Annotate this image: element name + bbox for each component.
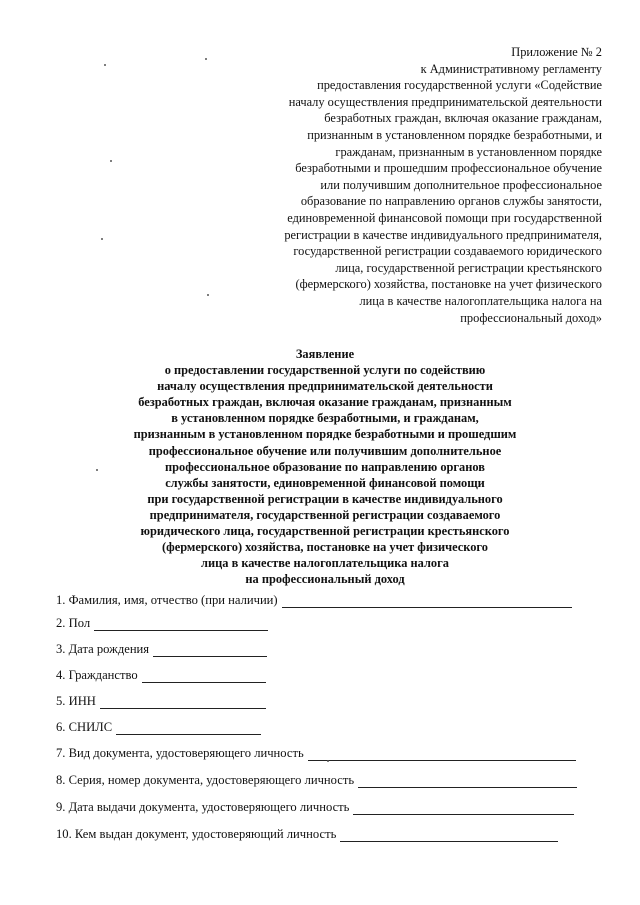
scan-speck [110, 160, 112, 162]
field-birth-date [56, 639, 267, 657]
field-label: 7. Вид документа, удостоверяющего личность [56, 746, 304, 760]
appendix-line: Приложение № 2 [511, 45, 602, 59]
scan-speck [101, 238, 103, 240]
field-label: 1. Фамилия, имя, отчество (при наличии) [56, 593, 278, 607]
application-title-line: началу осуществления предпринимательской деятельности [157, 379, 493, 394]
snils-blank[interactable] [116, 722, 261, 735]
appendix-header [242, 44, 602, 326]
citizenship-blank[interactable] [142, 670, 266, 683]
scan-speck [207, 294, 209, 296]
field-id-document-issue-date [56, 797, 574, 815]
id-document-issuer-blank[interactable] [340, 829, 558, 842]
field-label: 8. Серия, номер документа, удостоверяющего личность [56, 773, 355, 787]
field-label: 2. Пол [56, 616, 91, 630]
field-inn [56, 691, 266, 709]
field-id-document-type [56, 743, 576, 761]
application-title-line: о предоставлении государственной услуги по содействию [164, 363, 486, 378]
sex-blank[interactable] [94, 618, 268, 631]
field-citizenship [56, 665, 266, 683]
field-label: 6. СНИЛС [56, 720, 113, 734]
field-id-document-issuer [56, 824, 558, 842]
application-title-line: безработных граждан, включая оказание гражданам, признанным [138, 395, 512, 410]
field-sex [56, 613, 268, 631]
scan-speck [205, 58, 207, 60]
application-title-line: в установленном порядке безработными, и гражданам, [171, 411, 479, 426]
field-label: 5. ИНН [56, 694, 96, 708]
application-title-line: юридического лица, государственной регистрации крестьянского [140, 524, 510, 539]
application-title-line: на профессиональный доход [245, 572, 405, 587]
appendix-line: лица, государственной регистрации крестьянского [335, 260, 602, 275]
application-title-line: профессиональное образование по направлению органов [165, 459, 485, 474]
appendix-line: безработных граждан, включая оказание гражданам, [324, 111, 602, 126]
appendix-line: лица в качестве налогоплательщика налога на [359, 293, 602, 308]
application-title-line: признанным в установленном порядке безработными и прошедшим [133, 427, 517, 442]
inn-blank[interactable] [100, 696, 266, 709]
appendix-line: гражданам, признанным в установленном порядке [335, 144, 602, 159]
field-snils [56, 717, 261, 735]
field-full-name [56, 590, 572, 608]
application-title-line: лица в качестве налогоплательщика налога [201, 556, 449, 571]
application-title-line: (фермерского) хозяйства, постановке на учет физического [162, 540, 488, 555]
appendix-line: признанным в установленном порядке безработными, и [307, 127, 602, 142]
appendix-line: к Административному регламенту [420, 61, 602, 76]
field-label: 4. Гражданство [56, 668, 138, 682]
appendix-line: или получившим дополнительное профессиональное [320, 177, 602, 192]
appendix-line: началу осуществления предпринимательской деятельности [288, 94, 602, 109]
appendix-line: профессиональный доход» [460, 310, 602, 325]
appendix-line: регистрации в качестве индивидуального предпринимателя, [284, 227, 602, 242]
application-title-heading: Заявление [295, 347, 355, 361]
field-label: 9. Дата выдачи документа, удостоверяющего личность [56, 800, 350, 814]
id-document-number-blank[interactable] [358, 775, 577, 788]
application-title-line: профессиональное обучение или получившим дополнительное [148, 443, 502, 458]
field-label: 3. Дата рождения [56, 642, 150, 656]
application-title [80, 346, 570, 587]
application-title-line: службы занятости, единовременной финансовой помощи [165, 475, 485, 490]
id-document-type-blank[interactable] [308, 748, 576, 761]
application-title-line: при государственной регистрации в качестве индивидуального [147, 491, 503, 506]
appendix-line: предоставления государственной услуги «Содействие [317, 78, 602, 93]
field-id-document-number [56, 770, 577, 788]
appendix-line: безработными и прошедшим профессиональное обучение [295, 161, 602, 176]
appendix-line: образование по направлению органов службы занятости, [300, 194, 602, 209]
scan-speck [104, 64, 106, 66]
field-label: 10. Кем выдан документ, удостоверяющий личность [56, 827, 337, 841]
scan-speck [327, 760, 329, 762]
appendix-line: государственной регистрации создаваемого юридического [293, 244, 602, 259]
id-document-issue-date-blank[interactable] [353, 802, 574, 815]
application-title-line: предпринимателя, государственной регистрации создаваемого [149, 507, 501, 522]
scan-speck [96, 469, 98, 471]
appendix-line: единовременной финансовой помощи при государственной [287, 210, 602, 225]
full-name-blank[interactable] [282, 595, 572, 608]
birth-date-blank[interactable] [153, 644, 267, 657]
appendix-line: (фермерского) хозяйства, постановке на учет физического [295, 277, 602, 292]
